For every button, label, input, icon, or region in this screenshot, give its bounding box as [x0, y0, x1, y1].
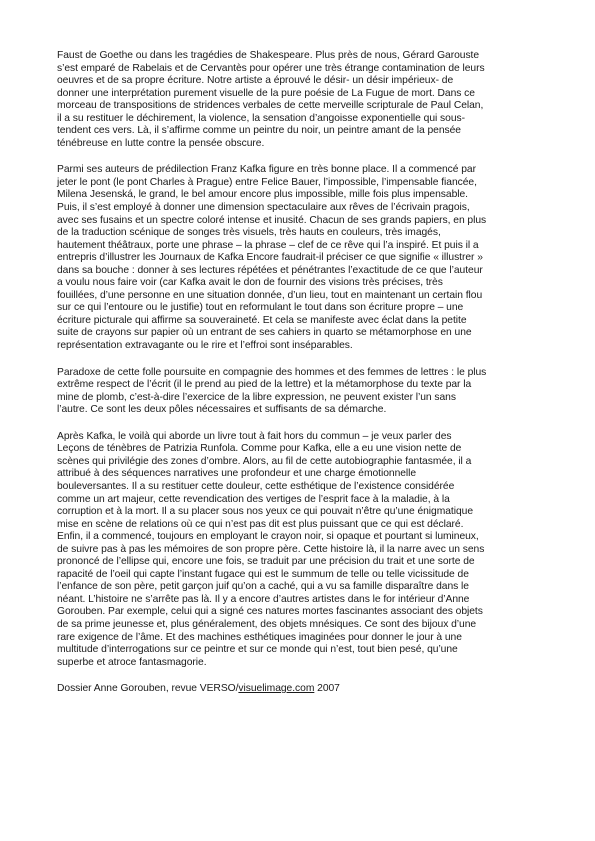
text-line: a voulu nous faire voir (car Kafka avait le don de fournir des visions très précises, très [57, 277, 443, 289]
text-line: de la traduction scénique de songes très visuels, très hauts en couleurs, très imagés, [57, 227, 441, 239]
text-line: de sa prime jeunesse et, plus généralement, des objets mnésiques. Ce sont des bijoux d’une [57, 618, 477, 630]
text-line: prononcé de l’ellipse qui, encore une fois, se traduit par une précision du trait et une sorte de [57, 556, 475, 568]
paragraph-1 [57, 50, 543, 150]
text-line: mine de plomb, c’est-à-dire l’exercice de la libre expression, ne peuvent exister l’un sans [57, 391, 456, 403]
text-line: attribué à des séquences narratives une profondeur et une charge émotionnelle [57, 468, 417, 480]
text-line: donner une interprétation purement visuelle de la pure poésie de La Fugue de mort. Dans ce [57, 87, 475, 99]
text-line: morceau de transpositions de stridences verbales de cette merveille scripturale de Paul Celan, [57, 100, 484, 112]
text-line: sur ce qui l’entoure ou le justifie) tout en reformulant le tout dans son écriture propre – une [57, 302, 464, 314]
paragraph-2 [57, 164, 543, 352]
text-line: Gorouben. Par exemple, celui qui a signé ces natures mortes fascinantes associant des objets [57, 606, 483, 618]
text-line: mise en scène de relations où ce qui n’est pas dit est plus puissant que ce qui est déclaré. [57, 518, 464, 530]
text-line: bouleversantes. Il a su restituer cette douleur, cette esthétique de l’existence considérée [57, 480, 455, 492]
text-line: Leçons de ténèbres de Patrizia Runfola. Comme pour Kafka, elle a eu une vision nette de [57, 443, 462, 455]
text-line: oeuvres et de sa propre écriture. Notre artiste a éprouvé le désir- un désir impérieux- de [57, 75, 454, 87]
text-line: multitude d’interrogations sur ce peintre et sur ce monde qui n’est, tout bien pesé, qu’une [57, 644, 458, 656]
text-line: jeter le pont (le pont Charles à Prague) entre Felice Bauer, l’impossible, l’impensable fiancée, [57, 176, 477, 188]
text-line: l’enfance de son père, petit garçon juif qu’on a caché, qui a vu sa famille disparaître dans le [57, 581, 469, 593]
source-link[interactable]: visuelimage.com [238, 683, 315, 695]
text-line: Milena Jesenská, le grand, le bel amour encore plus impossible, mille fois plus impensable. [57, 189, 468, 201]
text-line: tendent ces vers. Là, il s’affirme comme un peintre du noir, un peintre amant de la pensée [57, 125, 461, 137]
text-line: extrême respect de l’écrit (il le prend au pied de la lettre) et la métamorphose du texte par la [57, 379, 472, 391]
source-credit-prefix: Dossier Anne Gorouben, revue VERSO/ [57, 683, 239, 695]
source-credit-year: 2007 [314, 683, 340, 695]
text-line: comme un art majeur, cette revendication des vertiges de l’esprit face à la maladie, à la [57, 493, 450, 505]
text-line: scènes qui privilégie des zones d’ombre. Alors, au fil de cette autobiographie fantasmée, il a [57, 455, 472, 467]
paragraph-4 [57, 431, 543, 669]
text-line: Faust de Goethe ou dans les tragédies de Shakespeare. Plus près de nous, Gérard Garouste [57, 50, 480, 61]
text-line: Enfin, il a commencé, toujours en employant le crayon noir, si opaque et pourtant si lumineux, [57, 531, 479, 543]
text-line: avec ses fusains et un spectre coloré intense et inusité. Chacun de ses grands papiers, en plus [57, 214, 487, 226]
text-line: suite de crayons sur papier où un entrant de ses cahiers in quarto se métamorphose en une [57, 327, 472, 339]
article-body [57, 50, 543, 696]
paragraphs-container [57, 50, 543, 669]
paragraph-3 [57, 367, 543, 417]
text-line: rare exigence de l’âme. Et des machines esthétiques imaginées pour donner le jour à une [57, 631, 462, 643]
text-line: ténébreuse en lutte contre la pensée obscure. [57, 137, 265, 149]
text-line: s’est emparé de Rabelais et de Cervantès pour opérer une très étrange contamination de leurs [57, 62, 485, 74]
text-line: superbe et atroce fantasmagorie. [57, 656, 207, 668]
text-line: dans sa bouche : donner à ses lectures répétées et pénétrantes l’exactitude de ce que l’auteur [57, 264, 483, 276]
text-line: rapacité de l’oeil qui capte l’instant fugace qui est le summum de telle ou telle vicissitude de [57, 568, 469, 580]
text-line: hautement théâtraux, porte une phrase – la phrase – clef de ce rêve qui l’a inspiré. Et puis il a [57, 239, 479, 251]
text-line: entrepris d’illustrer les Journaux de Kafka Encore faudrait-il préciser ce que signifie « illustrer » [57, 252, 483, 264]
text-line: Paradoxe de cette folle poursuite en compagnie des hommes et des femmes de lettres : le plus [57, 366, 487, 378]
text-line: représentation extravagante ou le rire et l’effroi sont inséparables. [57, 340, 353, 352]
text-line: Parmi ses auteurs de prédilection Franz Kafka figure en très bonne place. Il a commencé par [57, 164, 476, 176]
text-line: de suivre pas à pas les mémoires de son propre père. Cette histoire là, il la narre avec un sens [57, 543, 485, 555]
text-line: écriture picturale qui affirme sa souveraineté. Et cela se manifeste avec éclat dans la petite [57, 314, 467, 326]
text-line: corruption et à la mort. Il a su placer sous nos yeux ce qui pouvait n’être qu’une énigmatique [57, 506, 474, 518]
source-credit [57, 683, 543, 696]
text-line: fouillées, d’une personne en une situation donnée, d’un lieu, tout en maintenant un certain flou [57, 289, 483, 301]
text-line: Après Kafka, le voilà qui aborde un livre tout à fait hors du commun – je veux parler des [57, 430, 452, 442]
text-line: l’autre. Ce sont les deux pôles nécessaires et suffisants de sa démarche. [57, 404, 387, 416]
text-line: néant. L’histoire ne s’arrête pas là. Il y a encore d’autres artistes dans le for intérieur d’Anne [57, 593, 470, 605]
text-line: il a su restituer le déchirement, la violence, la sensation d’angoisse exponentielle qui sous- [57, 112, 465, 124]
text-line: Puis, il s’est employé à donner une dimension spectaculaire aux rêves de l’écrivain pragois, [57, 202, 470, 214]
